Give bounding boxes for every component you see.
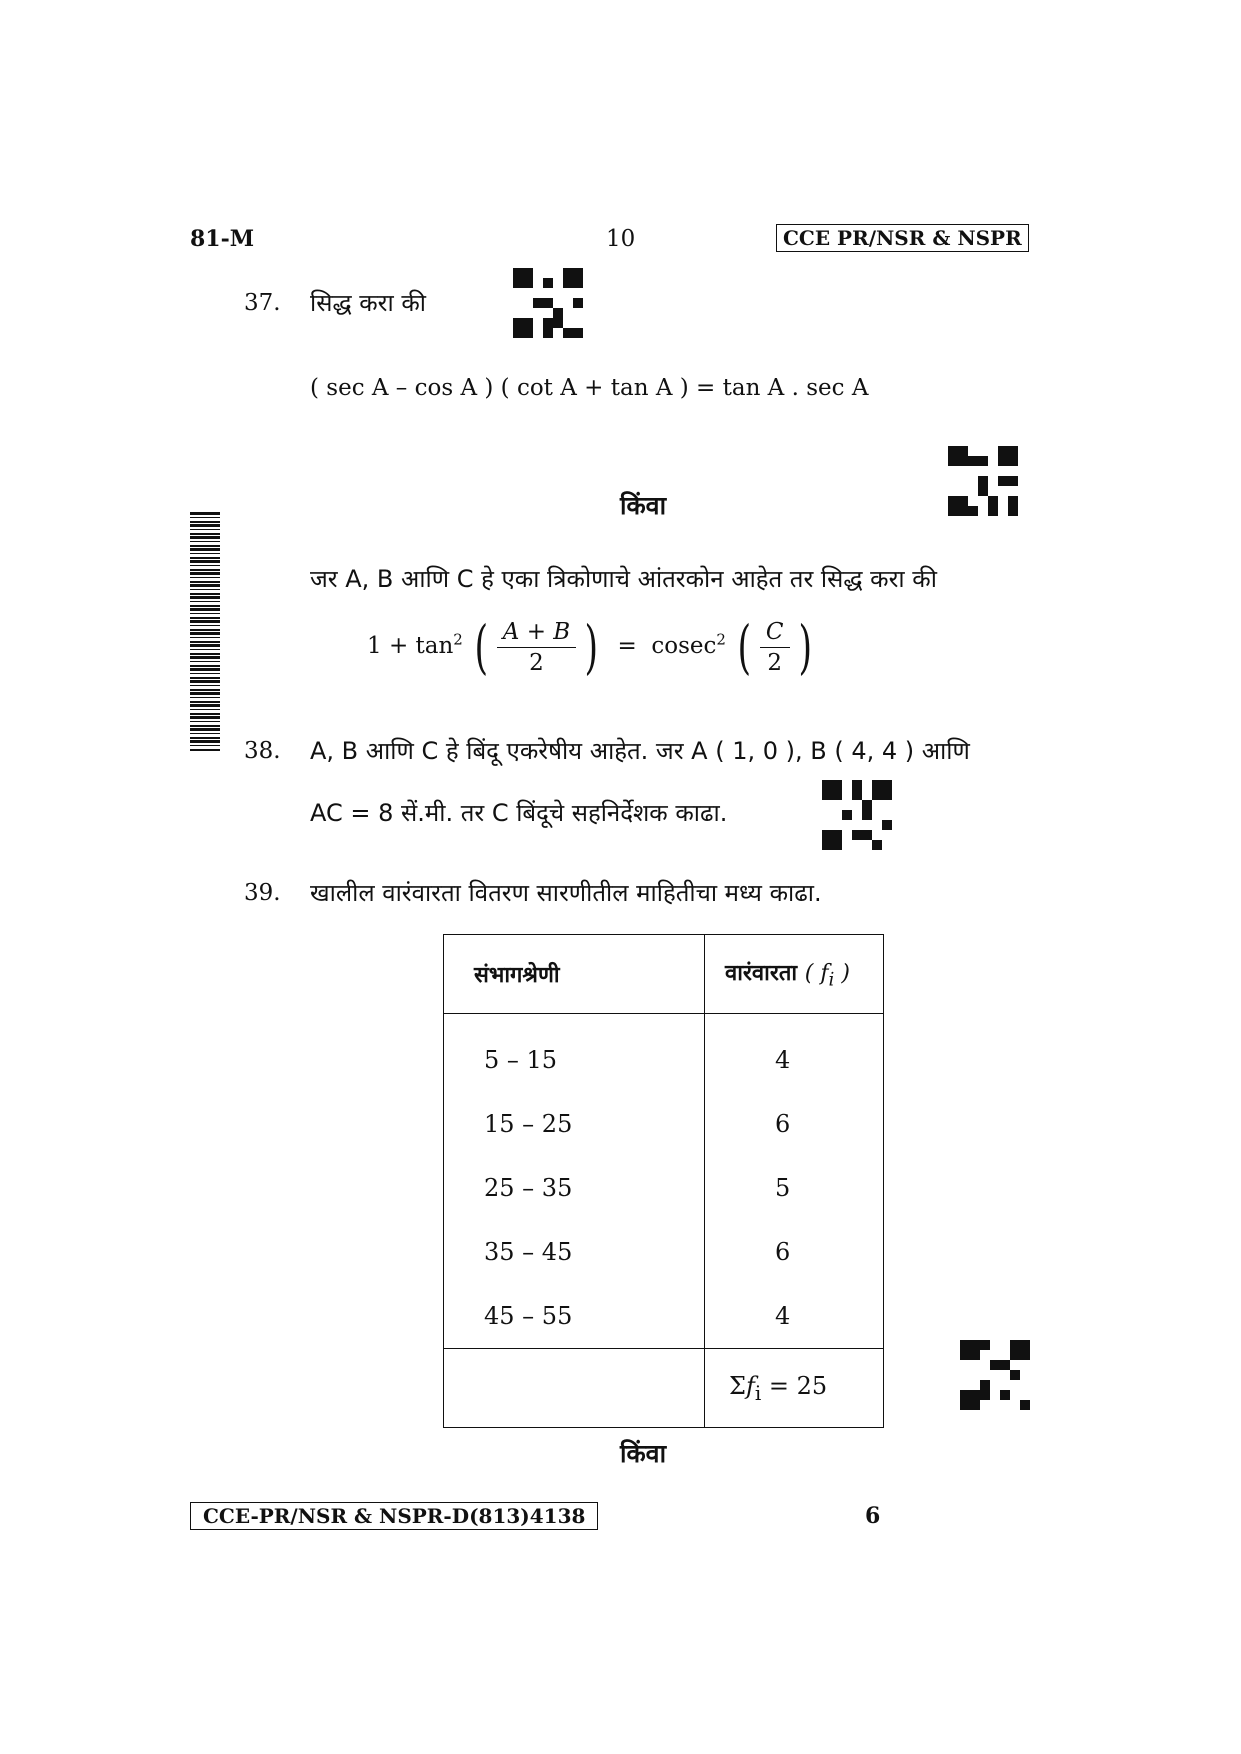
frequency-table (443, 934, 884, 1428)
frequency-cell: 6 (705, 1220, 884, 1284)
equation-rhs-prefix: cosec (651, 633, 717, 659)
left-paren: ( (474, 613, 489, 681)
question-number: 37. (244, 290, 281, 316)
paper-code: 81-M (190, 226, 255, 252)
sum-value: = 25 (768, 1371, 828, 1400)
qr-code-icon (513, 268, 583, 338)
qr-code-icon (960, 1340, 1030, 1410)
question-text: A, B आणि C हे बिंदू एकरेषीय आहेत. जर A ( 1, 0 ), B ( 4, 4 ) आणि (310, 737, 970, 765)
series-box: CCE PR/NSR & NSPR (776, 224, 1029, 252)
class-interval-cell: 45 – 55 (444, 1284, 705, 1349)
exponent: 2 (453, 630, 463, 649)
sum-cell (705, 1349, 884, 1428)
question-number: 38. (244, 738, 281, 764)
equation-lhs-prefix: 1 + tan (367, 633, 454, 659)
frequency-cell: 6 (705, 1092, 884, 1156)
left-paren: ( (737, 613, 752, 681)
column-header-frequency (705, 935, 884, 1014)
table-row (444, 1284, 884, 1349)
exponent: 2 (716, 630, 726, 649)
right-paren: ) (584, 613, 599, 681)
or-label: किंवा (620, 1439, 667, 1468)
subscript: i (754, 1380, 762, 1405)
question-number: 39. (244, 880, 281, 906)
frequency-cell: 4 (705, 1284, 884, 1349)
table-row (444, 1156, 884, 1220)
column-header-label: वारंवारता (725, 961, 798, 987)
sum-variable: f (745, 1371, 755, 1400)
column-header-symbol: ( f (804, 961, 829, 987)
barcode-image (190, 512, 220, 752)
equation: ( sec A – cos A ) ( cot A + tan A ) = tan A . sec A (310, 375, 869, 401)
page-number: 10 (606, 226, 636, 252)
or-label: किंवा (620, 491, 667, 520)
question-prompt: जर A, B आणि C हे एका त्रिकोणाचे आंतरकोन आहेत तर सिद्ध करा की (310, 565, 937, 593)
question-text: AC = 8 सें.मी. तर C बिंदूचे सहनिर्देशक काढा. (310, 799, 728, 827)
equals-sign: = (617, 633, 637, 659)
empty-cell (444, 1349, 705, 1428)
question-prompt: खालील वारंवारता वितरण सारणीतील माहितीचा मध्य काढा. (310, 879, 822, 907)
table-row (444, 1220, 884, 1284)
sigma-symbol: Σ (729, 1371, 746, 1400)
fraction (497, 619, 576, 676)
class-interval-cell: 25 – 35 (444, 1156, 705, 1220)
qr-code-icon (822, 780, 892, 850)
denominator: 2 (529, 649, 544, 676)
denominator: 2 (767, 649, 783, 676)
table-sum-row (444, 1349, 884, 1428)
footer-page-number: 6 (865, 1503, 881, 1529)
right-paren: ) (798, 613, 812, 681)
frequency-cell: 5 (705, 1156, 884, 1220)
alt-equation (367, 613, 816, 681)
column-header-class: संभागश्रेणी (444, 935, 705, 1014)
class-interval-cell: 35 – 45 (444, 1220, 705, 1284)
frequency-cell: 4 (705, 1014, 884, 1093)
table-row (444, 1092, 884, 1156)
subscript: i (828, 969, 835, 991)
class-interval-cell: 5 – 15 (444, 1014, 705, 1093)
numerator: C (760, 619, 790, 648)
footer-code-box: CCE-PR/NSR & NSPR-D(813)4138 (190, 1502, 598, 1530)
qr-code-icon (948, 446, 1018, 516)
question-prompt: सिद्ध करा की (310, 289, 426, 317)
table-row (444, 1014, 884, 1093)
fraction (760, 619, 790, 676)
class-interval-cell: 15 – 25 (444, 1092, 705, 1156)
table-header-row (444, 935, 884, 1014)
column-header-symbol-close: ) (834, 961, 850, 987)
numerator: A + B (497, 619, 576, 648)
